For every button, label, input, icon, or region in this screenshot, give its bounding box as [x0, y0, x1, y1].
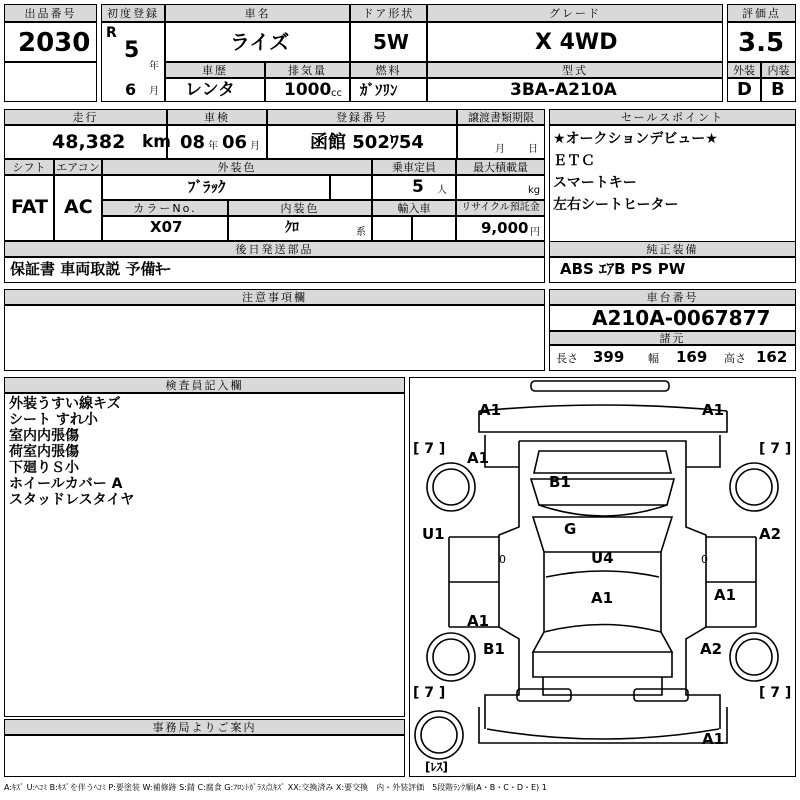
length-label: 長さ	[556, 352, 578, 365]
model-value: 3BA-A210A	[510, 80, 617, 100]
inspector-item: 下廻りＳ小	[9, 460, 79, 476]
fuel-value: ｶﾞｿﾘﾝ	[360, 81, 398, 99]
mark-fr-bumper: A1	[702, 401, 725, 419]
color-no-value: X07	[150, 218, 183, 236]
mark-roof: G	[564, 520, 577, 538]
later-parts-value: 保証書 車両取説 予備ｷｰ	[10, 260, 171, 278]
tire-zero-right: 0	[701, 553, 708, 566]
int-grade-header: 内装	[761, 62, 796, 78]
genuine-header: 純正装備	[549, 241, 796, 257]
car-diagram	[409, 377, 796, 777]
lot-no-header: 出品番号	[4, 4, 97, 22]
inspector-item: 外装うすい線キズ	[9, 396, 121, 412]
lot-no-value: 2030	[18, 28, 91, 58]
chassis-value: A210A-0067877	[592, 306, 771, 330]
genuine-value: ABS ｴｱB PS PW	[560, 260, 686, 278]
capacity-value: 5	[412, 177, 424, 197]
grade-header: グレード	[427, 4, 723, 22]
score-header: 評価点	[727, 4, 796, 22]
recycle-value: 9,000	[481, 219, 529, 237]
sales-point-item: ＥＴＣ	[553, 153, 595, 169]
import-cell-2	[412, 216, 456, 241]
aircon-value: AC	[64, 196, 93, 218]
mark-right-door: A2	[759, 525, 782, 543]
office-cell	[4, 735, 405, 777]
specs-header: 諸元	[549, 331, 796, 345]
mark-right-rear: A1	[714, 586, 737, 604]
legend-text: A:ｷｽﾞ U:ﾍｺﾐ B:ｷｽﾞを伴うﾍｺﾐ P:要塗装 W:補修跡 S:錆 C:腐食 G:ﾌﾛﾝﾄｶﾞﾗｽ点ｷｽﾞ XX:交換済み X:要交換 内・外装評価 5段階ﾗﾝｸ順(A・B・C・D・E) 1	[4, 783, 547, 792]
first-reg-month: 6	[125, 80, 137, 99]
inspection-year: 08	[180, 132, 206, 153]
doors-header: ドア形状	[350, 4, 427, 22]
inspector-item: ホイールカバー A	[9, 476, 123, 492]
max-load-header: 最大積載量	[456, 159, 545, 175]
plate-header: 登録番号	[267, 109, 457, 125]
tread-fr: [ 7 ]	[759, 441, 792, 457]
first-reg-year-unit: 年	[149, 61, 159, 72]
displacement-header: 排気量	[265, 62, 350, 78]
notes-cell	[4, 305, 545, 371]
import-header: 輸入車	[372, 200, 456, 216]
aircon-header: エアコン	[54, 159, 102, 175]
tread-rr: [ 7 ]	[759, 685, 792, 701]
width-value: 169	[676, 348, 708, 366]
history-header: 車歴	[165, 62, 265, 78]
tread-rl: [ 7 ]	[413, 685, 446, 701]
mark-rear-center: A1	[591, 589, 614, 607]
sales-point-item: ★オークションデビュー★	[553, 131, 718, 147]
inspector-item: 室内内張傷	[9, 428, 79, 444]
mark-left-rear: A1	[467, 612, 490, 630]
history-value: レンタ	[185, 80, 235, 100]
displacement-value: 1000	[284, 80, 332, 100]
color-no-header: カラーNo.	[102, 200, 228, 216]
inspector-item: シート すれ小	[9, 412, 98, 428]
mark-cabin: U4	[591, 549, 614, 567]
first-reg-header: 初度登録	[101, 4, 165, 22]
shift-value: FAT	[11, 196, 48, 218]
sales-point-item: 左右シートヒーター	[553, 197, 679, 213]
transfer-month-unit: 月	[495, 144, 505, 155]
mark-hood: B1	[549, 473, 571, 491]
first-reg-era: R	[106, 25, 117, 41]
shift-header: シフト	[4, 159, 54, 175]
displacement-unit: cc	[331, 88, 342, 99]
ext-color-value: ﾌﾞﾗｯｸ	[188, 178, 226, 196]
int-grade-value: B	[771, 79, 785, 100]
height-value: 162	[756, 348, 788, 366]
plate-value: 函館 502ﾜ54	[310, 132, 424, 153]
mark-right-fender: A2	[700, 640, 723, 658]
lot-no-blank	[4, 62, 97, 102]
ext-color-extra	[330, 175, 372, 200]
mileage-unit: km	[142, 132, 172, 152]
length-value: 399	[593, 348, 625, 366]
later-parts-header: 後日発送部品	[4, 241, 545, 257]
ext-grade-value: D	[737, 79, 752, 100]
inspector-item: スタッドレスタイヤ	[9, 492, 135, 508]
mark-left-fender: B1	[483, 640, 505, 658]
inspector-item: 荷室内張傷	[9, 444, 79, 460]
fuel-header: 燃料	[350, 62, 427, 78]
transfer-day-unit: 日	[528, 144, 538, 155]
inspection-header: 車検	[167, 109, 267, 125]
model-header: 型式	[427, 62, 723, 78]
doors-value: 5W	[373, 30, 409, 54]
first-reg-month-unit: 月	[149, 86, 159, 97]
import-cell	[372, 216, 412, 241]
recycle-unit: 円	[530, 227, 540, 238]
width-label: 幅	[648, 352, 659, 365]
mark-fl-bumper: A1	[479, 401, 502, 419]
first-reg-year: 5	[124, 38, 140, 63]
inspection-month-unit: 月	[250, 141, 260, 152]
sales-point-item: スマートキー	[553, 175, 637, 191]
ext-color-header: 外装色	[102, 159, 372, 175]
mark-hood-left: A1	[467, 449, 490, 467]
recycle-header: リサイクル預託金	[456, 200, 545, 216]
int-color-value: ｸﾛ	[285, 220, 299, 236]
max-load-unit: kg	[528, 185, 541, 196]
inspector-list	[9, 396, 134, 508]
car-name-value: ライズ	[230, 30, 290, 54]
notes-header: 注意事項欄	[4, 289, 545, 305]
capacity-header: 乗車定員	[372, 159, 456, 175]
capacity-unit: 人	[437, 185, 447, 196]
int-color-unit: 系	[356, 227, 366, 238]
car-name-header: 車名	[165, 4, 350, 22]
grade-value: X 4WD	[535, 30, 618, 55]
ext-grade-header: 外装	[727, 62, 761, 78]
mileage-value: 48,382	[52, 131, 126, 153]
int-color-header: 内装色	[228, 200, 372, 216]
mark-rear-bumper: A1	[702, 730, 725, 748]
chassis-header: 車台番号	[549, 289, 796, 305]
int-color-cell	[228, 216, 372, 241]
inspection-month: 06	[222, 132, 248, 153]
sales-points-header: セールスポイント	[549, 109, 796, 125]
score-value: 3.5	[738, 28, 785, 58]
inspector-header: 検査員記入欄	[4, 377, 405, 393]
mark-left-door: U1	[422, 525, 445, 543]
mileage-header: 走行	[4, 109, 167, 125]
tread-spare: [ﾚｽ]	[425, 760, 448, 774]
tread-fl: [ 7 ]	[413, 441, 446, 457]
inspection-year-unit: 年	[208, 141, 218, 152]
transfer-header: 譲渡書類期限	[457, 109, 545, 125]
height-label: 高さ	[724, 352, 746, 365]
office-header: 事務局よりご案内	[4, 719, 405, 735]
tire-zero-left: 0	[499, 553, 506, 566]
